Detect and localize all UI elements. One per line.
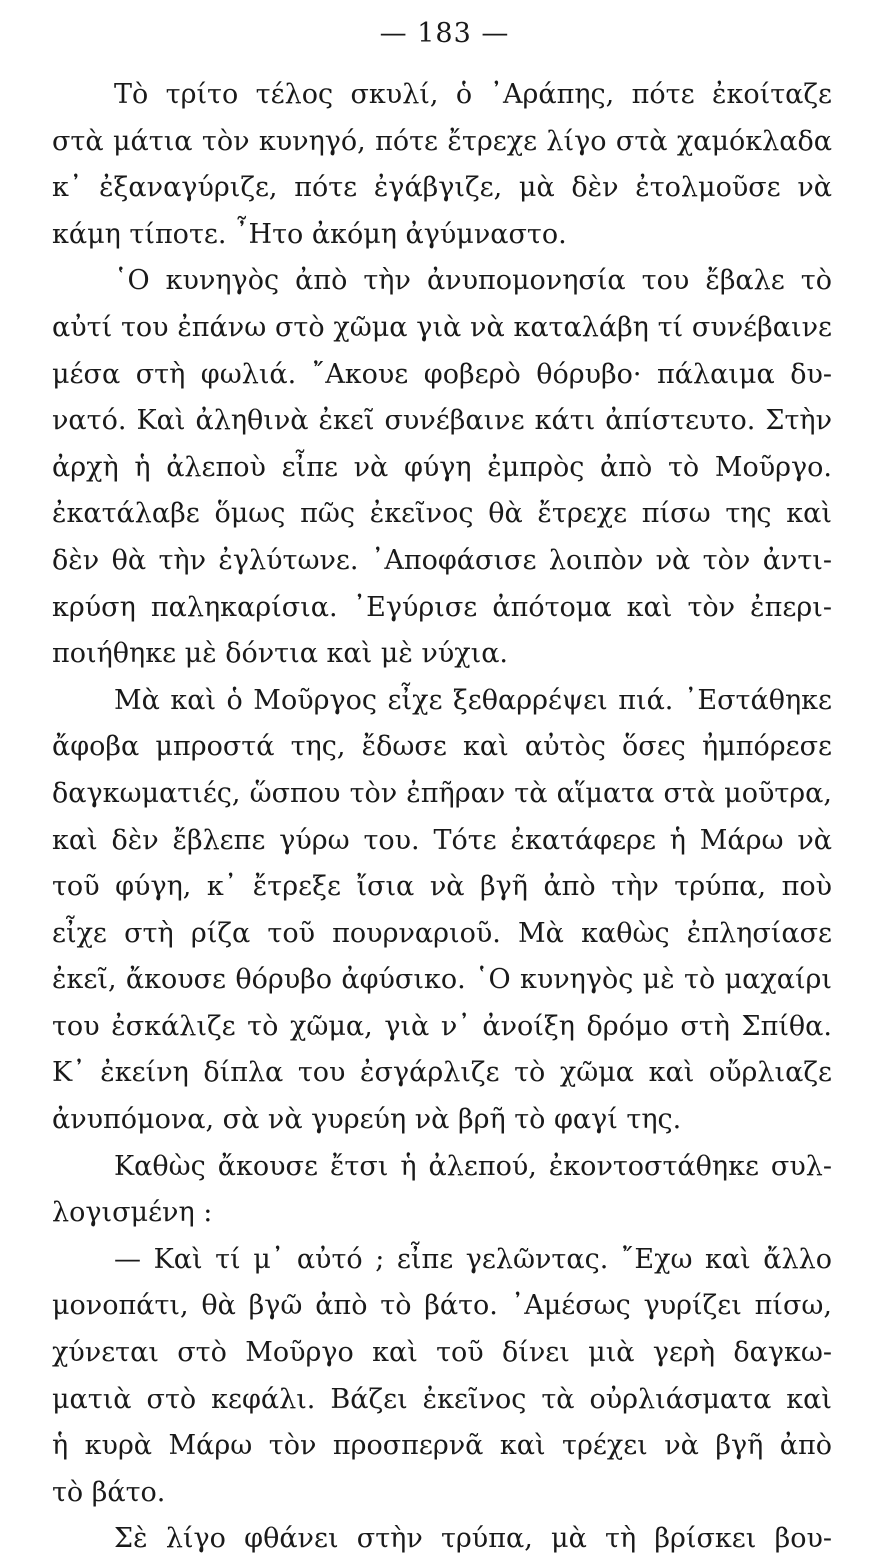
text-line: χύνεται στὸ Μοῦργο καὶ τοῦ δίνει μιὰ γερὴ δαγκω-: [52, 1337, 832, 1369]
text-line: ἡ κυρὰ Μάρω τὸν προσπερνᾶ καὶ τρέχει νὰ βγῆ ἀπὸ: [52, 1430, 832, 1462]
text-line: ἐκεῖ, ἄκουσε θόρυβο ἀφύσικο. ῾Ο κυνηγὸς μὲ τὸ μαχαίρι: [52, 964, 832, 996]
text-line: τὸ βάτο.: [52, 1476, 166, 1508]
text-line: ἀνυπόμονα, σὰ νὰ γυρεύη νὰ βρῆ τὸ φαγί της.: [52, 1104, 682, 1136]
text-line: Κ᾿ ἐκείνη δίπλα του ἐσγάρλιζε τὸ χῶμα καὶ οὔρλιαζε: [52, 1057, 832, 1089]
text-line: εἶχε στὴ ρίζα τοῦ πουρναριοῦ. Μὰ καθὼς ἐπλησίασε: [52, 917, 832, 949]
text-line: ῾Ο κυνηγὸς ἀπὸ τὴν ἀνυπομονησία του ἔβαλε τὸ: [114, 265, 832, 297]
text-line: του ἐσκάλιζε τὸ χῶμα, γιὰ ν᾿ ἀνοίξη δρόμο στὴ Σπίθα.: [52, 1010, 832, 1042]
text-line: Καθὼς ἄκουσε ἔτσι ἡ ἀλεπού, ἐκοντοστάθηκε συλ-: [114, 1150, 832, 1182]
text-line: ἀρχὴ ἡ ἀλεποὺ εἶπε νὰ φύγη ἐμπρὸς ἀπὸ τὸ Μοῦργο.: [52, 451, 832, 483]
body-text: [52, 72, 832, 1563]
text-line: δαγκωματιές, ὥσπου τὸν ἐπῆραν τὰ αἵματα στὰ μοῦτρα,: [52, 777, 832, 809]
text-line: λογισμένη :: [52, 1197, 213, 1229]
text-line: Σὲ λίγο φθάνει στὴν τρύπα, μὰ τὴ βρίσκει βου-: [114, 1523, 832, 1555]
text-line: δὲν θὰ τὴν ἐγλύτωνε. ᾿Αποφάσισε λοιπὸν νὰ τὸν ἀντι-: [52, 544, 832, 576]
text-line: κάμη τίποτε. ῏Ητο ἀκόμη ἀγύμναστο.: [52, 218, 567, 250]
page-number: — 183 —: [379, 18, 510, 49]
text-line: στὰ μάτια τὸν κυνηγό, πότε ἔτρεχε λίγο στὰ χαμόκλαδα: [52, 125, 832, 157]
text-line: — Καὶ τί μ᾿ αὐτό ; εἶπε γελῶντας. ῎Εχω καὶ ἄλλο: [114, 1243, 832, 1275]
text-line: νατό. Καὶ ἀληθινὰ ἐκεῖ συνέβαινε κάτι ἀπίστευτο. Στὴν: [52, 405, 832, 437]
text-line: καὶ δὲν ἔβλεπε γύρω του. Τότε ἐκατάφερε ἡ Μάρω νὰ: [52, 824, 832, 856]
text-line: ποιήθηκε μὲ δόντια καὶ μὲ νύχια.: [52, 638, 509, 670]
text-line: Μὰ καὶ ὁ Μοῦργος εἶχε ξεθαρρέψει πιά. ᾿Εστάθηκε: [114, 684, 832, 716]
text-line: κρύση παληκαρίσια. ᾿Εγύρισε ἀπότομα καὶ τὸν ἐπερι-: [52, 591, 832, 623]
text-line: αὐτί του ἐπάνω στὸ χῶμα γιὰ νὰ καταλάβη τί συνέβαινε: [52, 311, 832, 343]
text-line: μονοπάτι, θὰ βγῶ ἀπὸ τὸ βάτο. ᾿Αμέσως γυρίζει πίσω,: [52, 1290, 832, 1322]
text-line: ματιὰ στὸ κεφάλι. Βάζει ἐκεῖνος τὰ οὐρλιάσματα καὶ: [52, 1383, 832, 1415]
text-line: μέσα στὴ φωλιά. ῎Ακουε φοβερὸ θόρυβο· πάλαιμα δυ-: [52, 358, 832, 390]
text-line: ἄφοβα μπροστά της, ἔδωσε καὶ αὐτὸς ὅσες ἠμπόρεσε: [52, 731, 832, 763]
text-line: κ᾿ ἐξαναγύριζε, πότε ἐγάβγιζε, μὰ δὲν ἐτολμοῦσε νὰ: [52, 172, 832, 204]
text-line: τοῦ φύγη, κ᾿ ἔτρεξε ἴσια νὰ βγῆ ἀπὸ τὴν τρύπα, ποὺ: [52, 871, 832, 903]
text-line: Τὸ τρίτο τέλος σκυλί, ὁ ᾿Αράπης, πότε ἐκοίταζε: [114, 79, 832, 110]
text-line: ἐκατάλαβε ὅμως πῶς ἐκεῖνος θὰ ἔτρεχε πίσω της καὶ: [52, 498, 832, 530]
